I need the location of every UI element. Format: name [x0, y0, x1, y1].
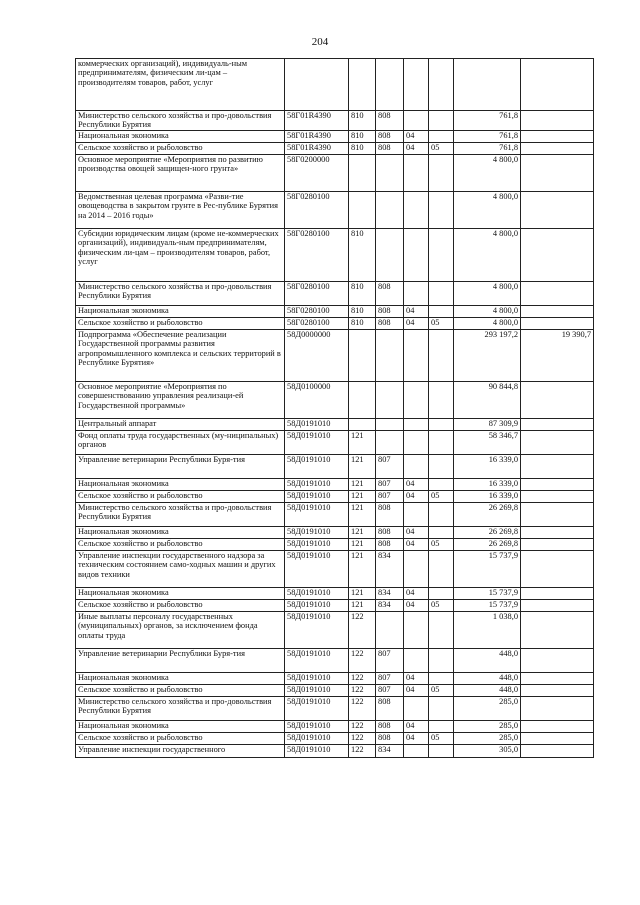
row-amount: 285,0 — [454, 732, 521, 744]
row-ministry-code: 808 — [376, 502, 404, 526]
row-amount: 1 038,0 — [454, 611, 521, 648]
row-amount-federal — [521, 648, 594, 672]
table-row — [76, 720, 594, 732]
row-section: 04 — [404, 526, 429, 538]
row-subsection — [429, 744, 454, 757]
table-row — [76, 502, 594, 526]
row-amount-federal — [521, 130, 594, 142]
row-amount: 448,0 — [454, 684, 521, 696]
row-expense-type: 122 — [349, 648, 376, 672]
row-amount-federal — [521, 142, 594, 154]
table-row — [76, 599, 594, 611]
row-target-code: 58Д0191010 — [285, 720, 349, 732]
row-ministry-code: 807 — [376, 684, 404, 696]
row-ministry-code: 808 — [376, 696, 404, 720]
table-row — [76, 329, 594, 381]
row-target-code: 58Д0100000 — [285, 381, 349, 418]
row-name: Основное мероприятие «Мероприятия по развитию производства овощей защищен-ного грунта» — [76, 154, 285, 191]
row-subsection: 05 — [429, 684, 454, 696]
row-expense-type: 121 — [349, 502, 376, 526]
row-amount: 4 800,0 — [454, 281, 521, 305]
row-subsection — [429, 430, 454, 454]
row-amount — [454, 59, 521, 111]
row-amount-federal — [521, 720, 594, 732]
row-name: Субсидии юридическим лицам (кроме не-коммерческих организаций), индивидуаль-ным предпринимателям, физическим ли-цам – производителям товаров, работ, услуг — [76, 228, 285, 281]
row-amount-federal — [521, 478, 594, 490]
row-target-code: 58Д0191010 — [285, 696, 349, 720]
row-section: 04 — [404, 478, 429, 490]
row-amount: 15 737,9 — [454, 587, 521, 599]
row-section: 04 — [404, 305, 429, 317]
row-amount-federal — [521, 381, 594, 418]
row-amount-federal — [521, 696, 594, 720]
row-ministry-code — [376, 381, 404, 418]
row-expense-type: 121 — [349, 599, 376, 611]
row-amount-federal — [521, 228, 594, 281]
row-expense-type: 122 — [349, 744, 376, 757]
row-expense-type: 810 — [349, 111, 376, 131]
row-subsection: 05 — [429, 599, 454, 611]
row-section — [404, 454, 429, 478]
row-subsection: 05 — [429, 142, 454, 154]
row-section: 04 — [404, 599, 429, 611]
row-ministry-code: 834 — [376, 744, 404, 757]
row-ministry-code — [376, 418, 404, 430]
row-target-code: 58Д0191010 — [285, 430, 349, 454]
row-amount: 285,0 — [454, 720, 521, 732]
row-subsection — [429, 526, 454, 538]
row-ministry-code: 834 — [376, 550, 404, 587]
row-subsection — [429, 154, 454, 191]
row-subsection — [429, 281, 454, 305]
row-expense-type — [349, 154, 376, 191]
row-section: 04 — [404, 587, 429, 599]
row-target-code — [285, 59, 349, 111]
table-row — [76, 550, 594, 587]
row-section — [404, 648, 429, 672]
row-amount-federal — [521, 191, 594, 228]
row-target-code: 58Д0191010 — [285, 550, 349, 587]
row-target-code: 58Д0191010 — [285, 418, 349, 430]
row-ministry-code: 808 — [376, 538, 404, 550]
row-ministry-code: 808 — [376, 732, 404, 744]
row-target-code: 58Д0191010 — [285, 672, 349, 684]
row-ministry-code: 807 — [376, 478, 404, 490]
row-section: 04 — [404, 130, 429, 142]
row-ministry-code: 807 — [376, 454, 404, 478]
row-amount-federal — [521, 732, 594, 744]
table-row — [76, 317, 594, 329]
table-row — [76, 611, 594, 648]
row-amount-federal — [521, 526, 594, 538]
row-amount-federal — [521, 599, 594, 611]
row-amount: 16 339,0 — [454, 454, 521, 478]
row-ministry-code — [376, 611, 404, 648]
row-amount-federal — [521, 587, 594, 599]
row-expense-type: 122 — [349, 611, 376, 648]
row-subsection: 05 — [429, 490, 454, 502]
row-section: 04 — [404, 538, 429, 550]
row-subsection: 05 — [429, 317, 454, 329]
row-subsection — [429, 454, 454, 478]
row-target-code: 58Д0191010 — [285, 502, 349, 526]
row-amount: 4 800,0 — [454, 228, 521, 281]
row-subsection — [429, 672, 454, 684]
row-amount-federal — [521, 490, 594, 502]
row-target-code: 58Г0280100 — [285, 191, 349, 228]
row-amount-federal — [521, 281, 594, 305]
row-name: Министерство сельского хозяйства и про-довольствия Республики Бурятия — [76, 111, 285, 131]
row-name: Основное мероприятие «Мероприятия по совершенствованию управления реализаци-ей Государственной программы» — [76, 381, 285, 418]
row-subsection — [429, 228, 454, 281]
row-name: Национальная экономика — [76, 130, 285, 142]
row-name: Министерство сельского хозяйства и про-довольствия Республики Бурятия — [76, 281, 285, 305]
budget-table-body — [76, 59, 594, 758]
row-amount-federal — [521, 317, 594, 329]
row-expense-type: 121 — [349, 550, 376, 587]
row-expense-type — [349, 418, 376, 430]
row-subsection — [429, 550, 454, 587]
row-subsection — [429, 587, 454, 599]
row-subsection — [429, 611, 454, 648]
row-subsection — [429, 305, 454, 317]
row-ministry-code: 807 — [376, 672, 404, 684]
row-ministry-code — [376, 154, 404, 191]
table-row — [76, 111, 594, 131]
row-subsection — [429, 696, 454, 720]
row-target-code: 58Д0191010 — [285, 526, 349, 538]
row-amount-federal — [521, 430, 594, 454]
row-expense-type — [349, 381, 376, 418]
row-section — [404, 744, 429, 757]
row-ministry-code — [376, 228, 404, 281]
table-row — [76, 305, 594, 317]
row-expense-type: 122 — [349, 720, 376, 732]
row-amount-federal — [521, 672, 594, 684]
row-ministry-code — [376, 329, 404, 381]
row-amount-federal — [521, 744, 594, 757]
row-section: 04 — [404, 684, 429, 696]
table-row — [76, 490, 594, 502]
row-name: Сельское хозяйство и рыболовство — [76, 684, 285, 696]
row-expense-type: 810 — [349, 228, 376, 281]
row-ministry-code: 808 — [376, 111, 404, 131]
row-section — [404, 550, 429, 587]
row-expense-type: 122 — [349, 732, 376, 744]
row-name: Подпрограмма «Обеспечение реализации Государственной программы развития агропромышленного комплекса и сельских территорий в Республике Бурятия» — [76, 329, 285, 381]
row-ministry-code: 834 — [376, 599, 404, 611]
row-amount: 4 800,0 — [454, 154, 521, 191]
budget-table — [75, 58, 594, 758]
row-expense-type: 121 — [349, 478, 376, 490]
row-expense-type: 810 — [349, 317, 376, 329]
row-amount: 4 800,0 — [454, 305, 521, 317]
row-amount-federal — [521, 59, 594, 111]
row-amount: 448,0 — [454, 648, 521, 672]
row-amount: 58 346,7 — [454, 430, 521, 454]
row-name: Управление ветеринарии Республики Буря-тия — [76, 454, 285, 478]
table-row — [76, 142, 594, 154]
row-amount: 4 800,0 — [454, 191, 521, 228]
row-amount: 26 269,8 — [454, 502, 521, 526]
row-name: Фонд оплаты труда государственных (му-ниципальных) органов — [76, 430, 285, 454]
table-row — [76, 454, 594, 478]
row-name: коммерческих организаций), индивидуаль-ным предпринимателям, физическим ли-цам – производителям товаров, работ, услуг — [76, 59, 285, 111]
row-target-code: 58Г01R4390 — [285, 130, 349, 142]
row-name: Министерство сельского хозяйства и про-довольствия Республики Бурятия — [76, 696, 285, 720]
row-amount: 15 737,9 — [454, 550, 521, 587]
row-expense-type: 121 — [349, 490, 376, 502]
table-row — [76, 478, 594, 490]
row-section — [404, 418, 429, 430]
row-section: 04 — [404, 732, 429, 744]
table-row — [76, 672, 594, 684]
row-amount-federal — [521, 538, 594, 550]
row-target-code: 58Д0000000 — [285, 329, 349, 381]
row-amount: 16 339,0 — [454, 490, 521, 502]
row-amount: 761,8 — [454, 142, 521, 154]
row-section — [404, 696, 429, 720]
row-ministry-code: 808 — [376, 142, 404, 154]
row-subsection — [429, 502, 454, 526]
row-target-code: 58Г0200000 — [285, 154, 349, 191]
page-number: 204 — [311, 36, 329, 48]
row-name: Национальная экономика — [76, 587, 285, 599]
row-subsection — [429, 648, 454, 672]
row-target-code: 58Г0280100 — [285, 281, 349, 305]
row-target-code: 58Г0280100 — [285, 305, 349, 317]
row-section: 04 — [404, 720, 429, 732]
row-name: Управление ветеринарии Республики Буря-тия — [76, 648, 285, 672]
table-row — [76, 154, 594, 191]
row-amount: 16 339,0 — [454, 478, 521, 490]
row-ministry-code — [376, 59, 404, 111]
row-amount: 285,0 — [454, 696, 521, 720]
row-name: Сельское хозяйство и рыболовство — [76, 142, 285, 154]
row-expense-type: 121 — [349, 430, 376, 454]
row-expense-type: 122 — [349, 696, 376, 720]
row-section — [404, 611, 429, 648]
row-section — [404, 381, 429, 418]
row-amount: 448,0 — [454, 672, 521, 684]
row-target-code: 58Г0280100 — [285, 228, 349, 281]
row-target-code: 58Д0191010 — [285, 490, 349, 502]
table-row — [76, 381, 594, 418]
row-amount-federal — [521, 454, 594, 478]
row-amount: 4 800,0 — [454, 317, 521, 329]
row-ministry-code: 807 — [376, 490, 404, 502]
row-name: Ведомственная целевая программа «Разви-тие овощеводства в закрытом грунте в Рес-публике Бурятия на 2014 – 2016 годы» — [76, 191, 285, 228]
row-name: Национальная экономика — [76, 720, 285, 732]
table-row — [76, 191, 594, 228]
row-amount-federal — [521, 502, 594, 526]
row-name: Сельское хозяйство и рыболовство — [76, 490, 285, 502]
row-section — [404, 191, 429, 228]
row-ministry-code: 808 — [376, 526, 404, 538]
row-ministry-code: 834 — [376, 587, 404, 599]
row-ministry-code: 808 — [376, 317, 404, 329]
table-row — [76, 130, 594, 142]
row-amount: 26 269,8 — [454, 526, 521, 538]
row-amount: 305,0 — [454, 744, 521, 757]
row-subsection — [429, 191, 454, 228]
row-name: Сельское хозяйство и рыболовство — [76, 599, 285, 611]
row-expense-type — [349, 191, 376, 228]
row-expense-type: 810 — [349, 142, 376, 154]
table-row — [76, 538, 594, 550]
table-row — [76, 587, 594, 599]
row-subsection — [429, 478, 454, 490]
row-amount: 26 269,8 — [454, 538, 521, 550]
row-section: 04 — [404, 672, 429, 684]
row-ministry-code — [376, 430, 404, 454]
row-name: Национальная экономика — [76, 478, 285, 490]
row-expense-type: 121 — [349, 587, 376, 599]
row-expense-type — [349, 59, 376, 111]
table-row — [76, 59, 594, 111]
table-row — [76, 526, 594, 538]
row-amount: 90 844,8 — [454, 381, 521, 418]
row-expense-type: 121 — [349, 526, 376, 538]
table-row — [76, 228, 594, 281]
row-section: 04 — [404, 317, 429, 329]
row-amount: 761,8 — [454, 130, 521, 142]
row-ministry-code: 808 — [376, 281, 404, 305]
row-subsection — [429, 111, 454, 131]
row-amount-federal — [521, 550, 594, 587]
row-amount-federal: 19 390,7 — [521, 329, 594, 381]
row-ministry-code: 808 — [376, 720, 404, 732]
row-target-code: 58Г0280100 — [285, 317, 349, 329]
row-section — [404, 228, 429, 281]
row-subsection — [429, 329, 454, 381]
row-target-code: 58Д0191010 — [285, 478, 349, 490]
row-amount: 87 309,9 — [454, 418, 521, 430]
row-amount-federal — [521, 611, 594, 648]
table-row — [76, 744, 594, 757]
row-amount: 293 197,2 — [454, 329, 521, 381]
row-expense-type: 810 — [349, 305, 376, 317]
row-amount-federal — [521, 684, 594, 696]
row-target-code: 58Д0191010 — [285, 454, 349, 478]
row-name: Национальная экономика — [76, 526, 285, 538]
row-subsection: 05 — [429, 732, 454, 744]
row-name: Управление инспекции государственного надзора за техническим состоянием само-ходных машин и других видов техники — [76, 550, 285, 587]
table-row — [76, 418, 594, 430]
row-name: Иные выплаты персоналу государственных (муниципальных) органов, за исключением фонда оплаты труда — [76, 611, 285, 648]
row-amount: 15 737,9 — [454, 599, 521, 611]
table-row — [76, 684, 594, 696]
row-amount-federal — [521, 418, 594, 430]
row-target-code: 58Д0191010 — [285, 587, 349, 599]
row-section — [404, 111, 429, 131]
row-name: Сельское хозяйство и рыболовство — [76, 317, 285, 329]
row-expense-type: 810 — [349, 281, 376, 305]
row-section — [404, 154, 429, 191]
row-subsection — [429, 130, 454, 142]
row-target-code: 58Д0191010 — [285, 599, 349, 611]
row-subsection — [429, 59, 454, 111]
row-target-code: 58Д0191010 — [285, 648, 349, 672]
row-target-code: 58Д0191010 — [285, 611, 349, 648]
table-row — [76, 732, 594, 744]
row-name: Национальная экономика — [76, 305, 285, 317]
row-section — [404, 281, 429, 305]
row-amount: 761,8 — [454, 111, 521, 131]
row-target-code: 58Д0191010 — [285, 538, 349, 550]
row-name: Центральный аппарат — [76, 418, 285, 430]
table-row — [76, 696, 594, 720]
row-name: Сельское хозяйство и рыболовство — [76, 732, 285, 744]
row-target-code: 58Д0191010 — [285, 744, 349, 757]
row-target-code: 58Д0191010 — [285, 684, 349, 696]
row-amount-federal — [521, 154, 594, 191]
row-expense-type — [349, 329, 376, 381]
row-amount-federal — [521, 305, 594, 317]
row-target-code: 58Г01R4390 — [285, 142, 349, 154]
table-row — [76, 281, 594, 305]
row-name: Управление инспекции государственного — [76, 744, 285, 757]
row-name: Национальная экономика — [76, 672, 285, 684]
row-subsection: 05 — [429, 538, 454, 550]
row-section — [404, 430, 429, 454]
row-ministry-code: 808 — [376, 130, 404, 142]
row-subsection — [429, 381, 454, 418]
row-section — [404, 59, 429, 111]
row-section: 04 — [404, 142, 429, 154]
row-section: 04 — [404, 490, 429, 502]
row-ministry-code — [376, 191, 404, 228]
row-expense-type: 122 — [349, 684, 376, 696]
row-ministry-code: 808 — [376, 305, 404, 317]
row-expense-type: 121 — [349, 454, 376, 478]
row-section — [404, 502, 429, 526]
row-target-code: 58Г01R4390 — [285, 111, 349, 131]
row-expense-type: 121 — [349, 538, 376, 550]
row-name: Сельское хозяйство и рыболовство — [76, 538, 285, 550]
row-ministry-code: 807 — [376, 648, 404, 672]
row-subsection — [429, 720, 454, 732]
row-expense-type: 122 — [349, 672, 376, 684]
row-section — [404, 329, 429, 381]
row-target-code: 58Д0191010 — [285, 732, 349, 744]
table-row — [76, 648, 594, 672]
row-amount-federal — [521, 111, 594, 131]
row-expense-type: 810 — [349, 130, 376, 142]
table-row — [76, 430, 594, 454]
row-name: Министерство сельского хозяйства и про-довольствия Республики Бурятия — [76, 502, 285, 526]
row-subsection — [429, 418, 454, 430]
